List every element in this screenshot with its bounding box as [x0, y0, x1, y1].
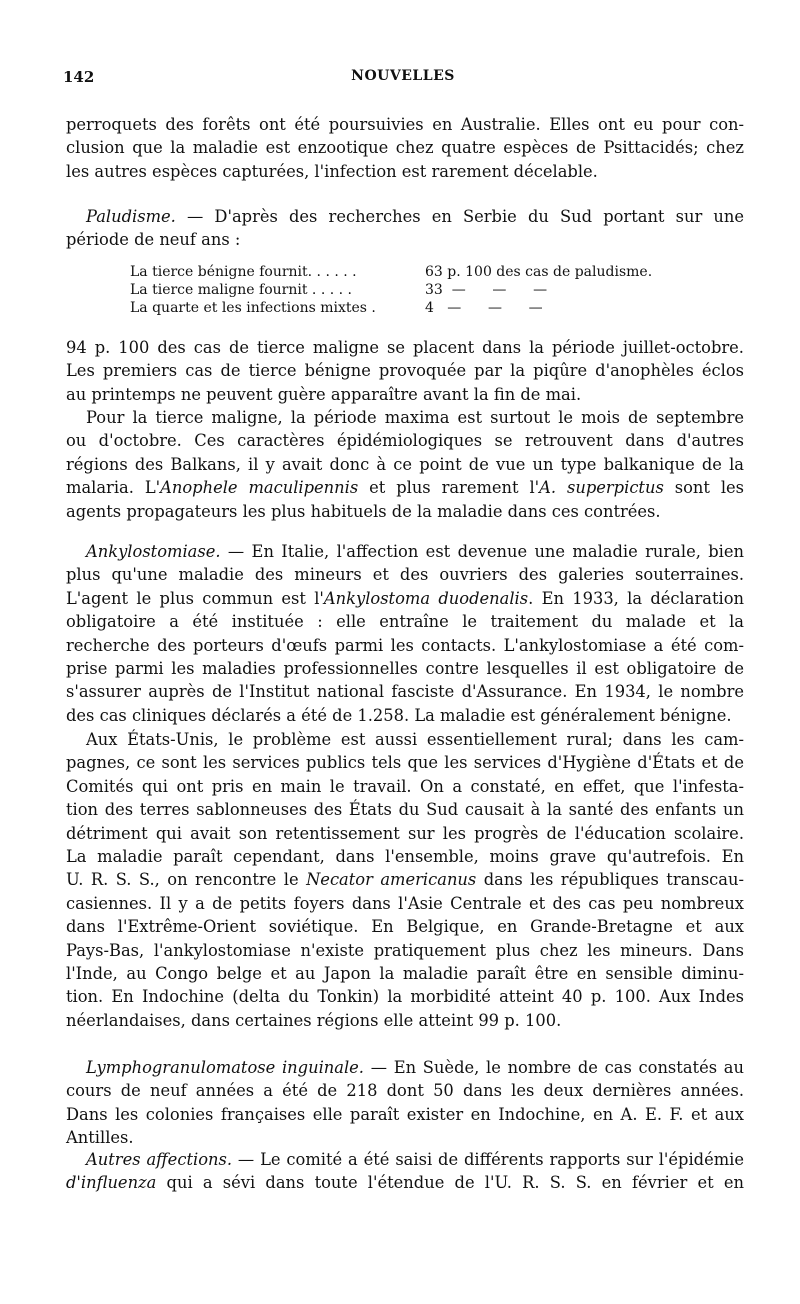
section-ankylostomiase — [66, 540, 744, 727]
row-label: La tierce bénigne fournit. . . . . . — [130, 264, 357, 280]
text-line: l'Inde, au Congo belge et au Japon la maladie paraît être en sensible diminu- — [66, 964, 744, 984]
paludisme-table — [130, 263, 690, 317]
text-line: Aux États-Unis, le problème est aussi essentiellement rural; dans les cam- — [86, 730, 744, 749]
text-line: régions des Balkans, il y avait donc à ce point de vue un type balkanique de la — [66, 454, 744, 474]
text-line — [66, 1171, 744, 1194]
table-row — [130, 299, 690, 317]
species-name: Ankylostoma duodenalis — [323, 588, 529, 608]
section-lymphogranulomatose — [66, 1056, 744, 1150]
text-line: des cas cliniques déclarés a été de 1.258. La maladie est généralement bénigne. — [66, 705, 732, 725]
text-line — [66, 868, 744, 891]
text-line: plus qu'une maladie des mineurs et des ouvriers des galeries souterraines. — [66, 565, 744, 585]
text-run: sont les — [663, 478, 745, 498]
text-line: détriment qui avait son retentissement sur les progrès de l'éducation scolaire. — [66, 823, 744, 843]
text-run: — En Suède, le nombre de cas constatés au — [363, 1058, 744, 1077]
text-run: — En Italie, l'affection est devenue une maladie rurale, bien — [220, 542, 744, 561]
species-name: A. superpictus — [539, 478, 664, 498]
text-line — [66, 205, 744, 228]
text-run: — Le comité a été saisi de différents rapports sur l'épidémie — [232, 1150, 744, 1169]
page-header — [63, 68, 743, 92]
text-line — [66, 587, 744, 610]
text-run: malaria. L' — [66, 478, 161, 498]
paragraph-psittacose — [66, 113, 744, 183]
text-line: agents propagateurs les plus habituels de la maladie dans ces contrées. — [66, 501, 661, 521]
text-run: — D'après des recherches en Serbie du Sud portant sur une — [175, 207, 744, 226]
paragraph-balkans — [66, 406, 744, 523]
section-heading: Lymphogranulomatose inguinale. — [86, 1058, 364, 1077]
text-line: prise parmi les maladies professionnelles contre lesquelles il est obligatoire de — [66, 659, 744, 679]
text-line — [66, 1056, 744, 1079]
text-line: Antilles. — [66, 1128, 134, 1148]
text-line: les autres espèces capturées, l'infection est rarement décelable. — [66, 161, 598, 181]
text-run: d'influenza — [66, 1173, 157, 1193]
paragraph-tierce — [66, 336, 744, 406]
text-line: période de neuf ans : — [66, 230, 241, 250]
text-line: perroquets des forêts ont été poursuivies en Australie. Elles ont eu pour con- — [66, 115, 744, 134]
table-row — [130, 281, 690, 299]
species-name: Necator americanus — [306, 870, 477, 890]
text-line — [66, 476, 744, 499]
section-paludisme — [66, 205, 744, 252]
text-line: clusion que la maladie est enzootique chez quatre espèces de Psittacidés; chez — [66, 138, 744, 158]
text-line: obligatoire a été instituée : elle entraîne le traitement du malade et la — [66, 612, 744, 632]
row-label: La tierce maligne fournit . . . . . — [130, 282, 352, 298]
text-line: Comités qui ont pris en main le travail. On a constaté, en effet, que l'infesta- — [66, 776, 744, 796]
text-run: dans les républiques transcau- — [476, 870, 744, 890]
text-run: et plus rarement l' — [358, 478, 540, 498]
species-name: Anophele maculipennis — [160, 478, 359, 498]
table-row — [130, 263, 690, 281]
row-value: 33 — — — — [425, 282, 548, 298]
row-label: La quarte et les infections mixtes . — [130, 300, 376, 316]
section-heading: Autres affections. — [86, 1150, 233, 1169]
section-heading: Paludisme. — [86, 207, 176, 226]
text-line: dans l'Extrême-Orient soviétique. En Belgique, en Grande-Bretagne et aux — [66, 917, 744, 937]
text-line: tion. En Indochine (delta du Tonkin) la morbidité atteint 40 p. 100. Aux Indes — [66, 987, 744, 1007]
text-line: cours de neuf années a été de 218 dont 50 dans les deux dernières années. — [66, 1081, 744, 1101]
text-line: Pays-Bas, l'ankylostomiase n'existe pratiquement plus chez les mineurs. Dans — [66, 940, 744, 960]
text-line: La maladie paraît cependant, dans l'ensemble, moins grave qu'autrefois. En — [66, 847, 744, 867]
text-line: 94 p. 100 des cas de tierce maligne se placent dans la période juillet-octobre. — [66, 338, 744, 357]
paragraph-etats-unis — [66, 728, 744, 1032]
row-value: 63 p. 100 des cas de paludisme. — [425, 264, 653, 280]
text-line: ou d'octobre. Ces caractères épidémiologiques se retrouvent dans d'autres — [66, 431, 744, 451]
section-heading: Ankylostomiase. — [86, 542, 221, 561]
text-line: pagnes, ce sont les services publics tels que les services d'Hygiène d'États et de — [66, 753, 744, 773]
text-run: U. R. S. S., on rencontre le — [66, 870, 307, 890]
text-run: L'agent le plus commun est l' — [66, 588, 324, 608]
text-line: Pour la tierce maligne, la période maxima est surtout le mois de septembre — [86, 408, 744, 427]
text-line: Les premiers cas de tierce bénigne provoquée par la piqûre d'anophèles éclos — [66, 361, 744, 381]
text-line: au printemps ne peuvent guère apparaître avant la fin de mai. — [66, 384, 582, 404]
text-line: Dans les colonies françaises elle paraît exister en Indochine, en A. E. F. et aux — [66, 1104, 744, 1124]
text-line — [66, 1148, 744, 1171]
text-line: recherche des porteurs d'œufs parmi les contacts. L'ankylostomiase a été com- — [66, 635, 744, 655]
text-line: tion des terres sablonneuses des États du Sud causait à la santé des enfants un — [66, 800, 744, 820]
section-autres-affections — [66, 1148, 744, 1195]
running-head: NOUVELLES — [351, 68, 455, 84]
text-line: casiennes. Il y a de petits foyers dans l'Asie Centrale et des cas peu nombreux — [66, 893, 744, 913]
page-number: 142 — [63, 68, 95, 86]
text-line: s'assurer auprès de l'Institut national fasciste d'Assurance. En 1934, le nombre — [66, 682, 744, 702]
text-line — [66, 540, 744, 563]
text-run: qui a sévi dans toute l'étendue de l'U. R. S. S. en février et en — [156, 1173, 744, 1193]
row-value: 4 — — — — [425, 300, 543, 316]
text-line: néerlandaises, dans certaines régions elle atteint 99 p. 100. — [66, 1010, 562, 1030]
text-run: . En 1933, la déclaration — [528, 588, 744, 608]
